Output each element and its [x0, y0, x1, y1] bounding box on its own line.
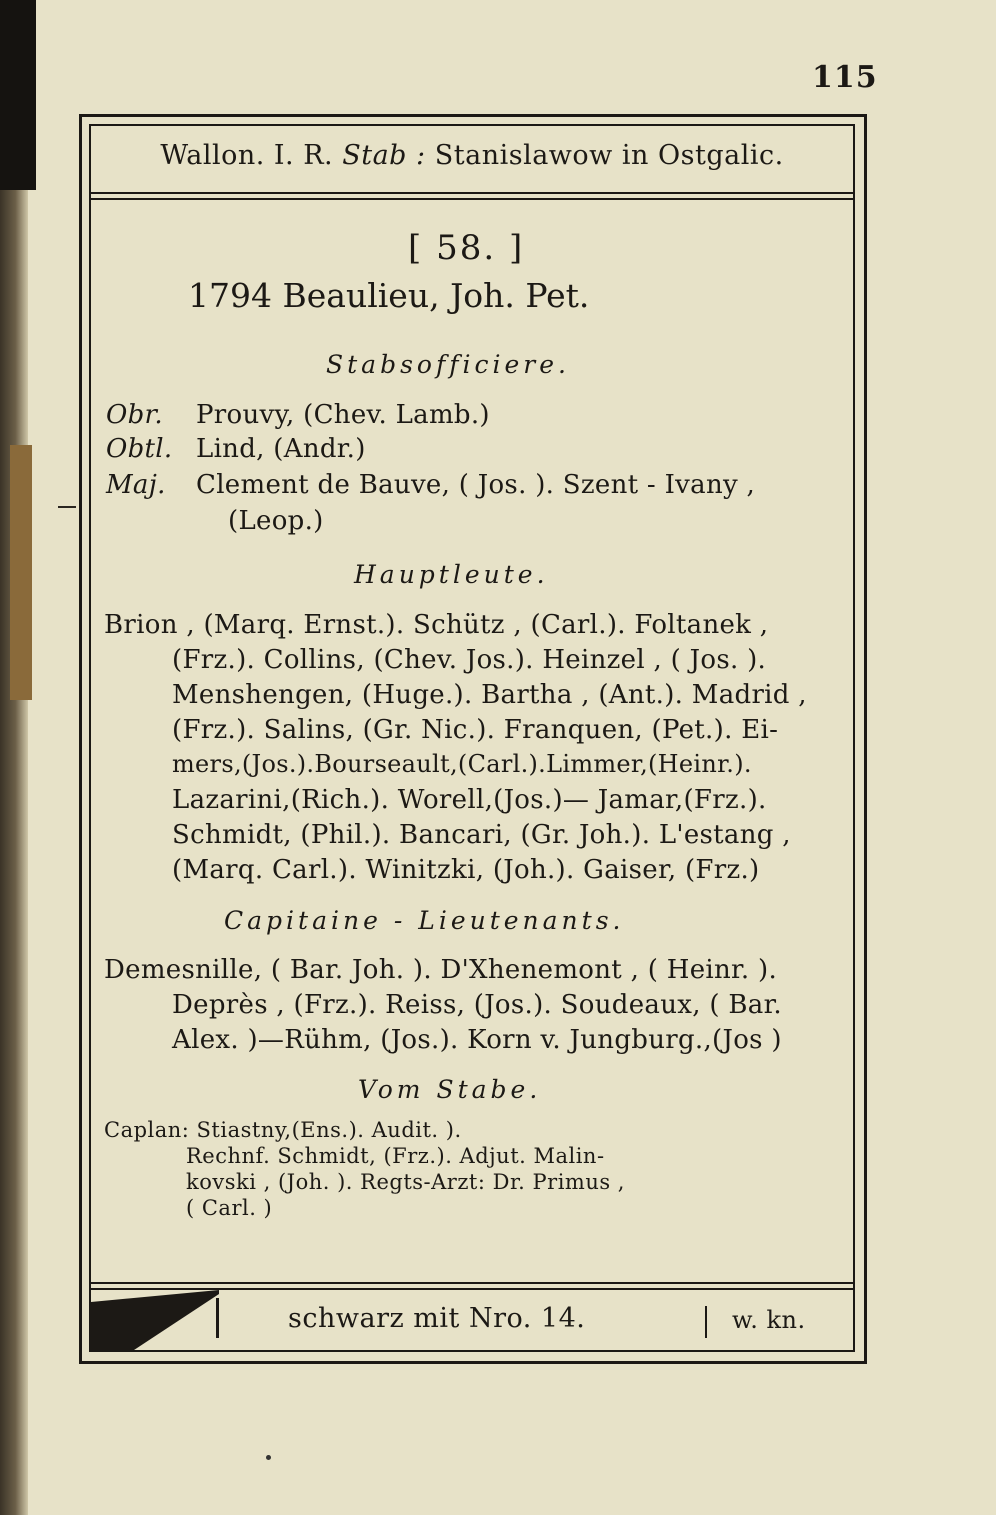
location: Stanislawow in Ostgalic. — [434, 140, 784, 171]
text-line: Alex. )—Rühm, (Jos.). Korn v. Jungburg.,(Jos ) — [172, 1025, 782, 1055]
header-rule — [91, 192, 853, 200]
text-line: Menshengen, (Huge.). Bartha , (Ant.). Madrid , — [172, 680, 807, 710]
text-line: Caplan: Stiastny,(Ens.). Audit. ). — [104, 1118, 462, 1142]
staff-row — [106, 470, 755, 500]
rank-label: Obr. — [106, 400, 163, 430]
text-line: ( Carl. ) — [186, 1196, 273, 1220]
footer-divider — [216, 1298, 219, 1338]
regiment-name: Wallon. I. R. — [160, 140, 334, 171]
footer-wedge — [91, 1290, 219, 1352]
rank-label: Obtl. — [106, 434, 173, 464]
staff-name: Lind, (Andr.) — [196, 434, 366, 464]
footer-right: w. kn. — [732, 1306, 806, 1334]
margin-mark — [58, 506, 76, 508]
staff-row — [106, 506, 324, 536]
spine-tab — [10, 445, 32, 700]
text-line: mers,(Jos.).Bourseault,(Carl.).Limmer,(Heinr.). — [172, 750, 752, 778]
spine-shadow — [0, 0, 36, 190]
text-line: (Frz.). Salins, (Gr. Nic.). Franquen, (Pet.). Ei- — [172, 715, 779, 745]
ink-speck — [266, 1455, 271, 1460]
section-heading-capitaine-lieutenants: Capitaine - Lieutenants. — [224, 906, 625, 935]
page-header — [100, 140, 844, 171]
entry-title — [188, 276, 589, 315]
entry-owner: Beaulieu, Joh. Pet. — [282, 276, 590, 315]
text-line: Lazarini,(Rich.). Worell,(Jos.)— Jamar,(Frz.). — [172, 785, 767, 815]
text-line: (Marq. Carl.). Winitzki, (Joh.). Gaiser, (Frz.) — [172, 855, 760, 885]
text-line: Rechnf. Schmidt, (Frz.). Adjut. Malin- — [186, 1144, 605, 1168]
entry-year: 1794 — [188, 276, 272, 315]
text-line: kovski , (Joh. ). Regts-Arzt: Dr. Primus , — [186, 1170, 625, 1194]
staff-name: (Leop.) — [228, 506, 324, 536]
book-spine — [0, 0, 28, 1515]
staff-name: Prouvy, (Chev. Lamb.) — [196, 400, 490, 430]
staff-row — [106, 434, 366, 464]
staff-name: Clement de Bauve, ( Jos. ). Szent - Ivany , — [196, 470, 756, 500]
text-line: Demesnille, ( Bar. Joh. ). D'Xhenemont , ( Heinr. ). — [104, 955, 778, 985]
text-line: Schmidt, (Phil.). Bancari, (Gr. Joh.). L'estang , — [172, 820, 791, 850]
staff-row — [106, 400, 490, 430]
section-heading-hauptleute: Hauptleute. — [354, 560, 549, 589]
stab-label: Stab : — [342, 140, 426, 171]
text-line: Brion , (Marq. Ernst.). Schütz , (Carl.). Foltanek , — [104, 610, 769, 640]
footer-rule — [91, 1282, 853, 1290]
entry-number: [ 58. ] — [408, 228, 525, 268]
page-number: 115 — [812, 60, 878, 95]
section-heading-stabsofficiere: Stabsofficiere. — [326, 350, 570, 379]
text-line: (Frz.). Collins, (Chev. Jos.). Heinzel , ( Jos. ). — [172, 645, 767, 675]
rank-label: Maj. — [106, 470, 166, 500]
section-heading-vom-stabe: Vom Stabe. — [358, 1075, 542, 1104]
footer-text: schwarz mit Nro. 14. — [288, 1303, 586, 1334]
text-line: Deprès , (Frz.). Reiss, (Jos.). Soudeaux, ( Bar. — [172, 990, 782, 1020]
footer-divider — [705, 1306, 707, 1338]
